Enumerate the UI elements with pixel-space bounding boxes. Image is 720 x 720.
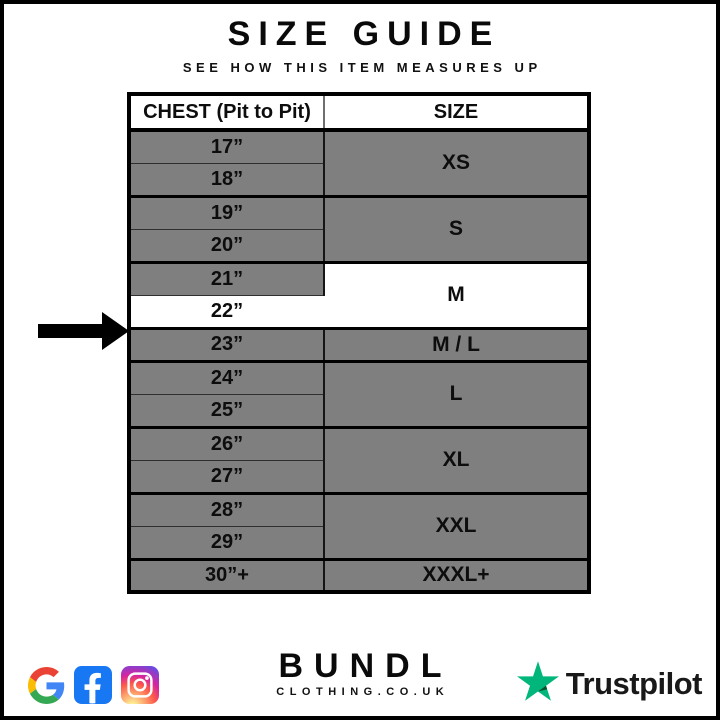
page-title: SIZE GUIDE [227,15,501,53]
arrow-shaft [38,324,103,338]
size-cell: M / L [324,328,589,361]
trustpilot-wordmark: Trustpilot [565,665,702,701]
brand-logo [268,649,453,698]
size-table-body [129,130,589,592]
google-icon [28,667,65,704]
size-table-row [129,328,589,361]
chest-column-header: CHEST (Pit to Pit) [129,94,324,130]
facebook-icon [74,666,112,704]
size-table-row [129,493,589,526]
chest-cell: 27” [129,460,324,493]
size-cell: S [324,196,589,262]
chest-cell: 20” [129,229,324,262]
size-table-row [129,361,589,394]
size-cell: L [324,361,589,427]
chest-cell: 19” [129,196,324,229]
size-table-container [127,92,591,594]
size-table-row [129,559,589,592]
chest-cell: 25” [129,394,324,427]
size-cell: XXXL+ [324,559,589,592]
size-table [127,92,591,594]
size-table-header-row [129,94,589,130]
chest-cell: 28” [129,493,324,526]
trustpilot-logo [517,661,702,706]
size-cell: XS [324,130,589,196]
size-table-row [129,262,589,295]
arrow-right-icon [38,312,129,350]
chest-cell: 23” [129,328,324,361]
chest-cell: 30”+ [129,559,324,592]
chest-cell: 21” [129,262,324,295]
chest-cell: 26” [129,427,324,460]
size-cell: M [324,262,589,328]
size-cell: XXL [324,493,589,559]
chest-cell: 18” [129,163,324,196]
trustpilot-star-icon [517,661,559,706]
social-icons-group [28,666,159,704]
size-table-row [129,130,589,163]
chest-cell: 29” [129,526,324,559]
page-subtitle: SEE HOW THIS ITEM MEASURES UP [182,60,542,75]
brand-name: BUNDL [278,647,453,685]
size-column-header: SIZE [324,94,589,130]
chest-cell: 22” [129,295,324,328]
chest-cell: 17” [129,130,324,163]
arrow-head [102,312,129,350]
size-cell: XL [324,427,589,493]
size-table-row [129,196,589,229]
brand-domain: CLOTHING.CO.UK [276,686,450,698]
chest-cell: 24” [129,361,324,394]
instagram-icon [121,666,159,704]
size-table-row [129,427,589,460]
